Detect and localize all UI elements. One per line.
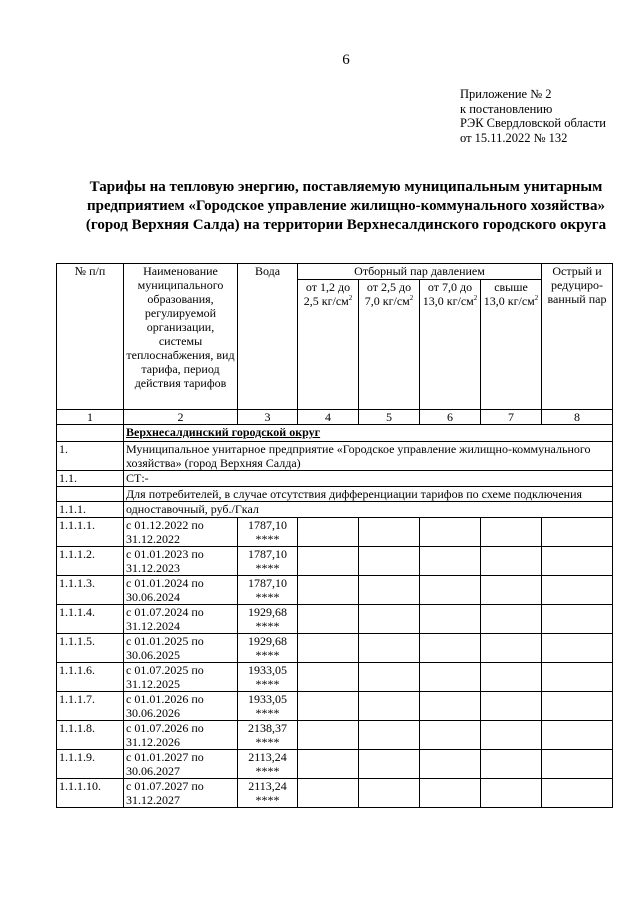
- row-period: с 01.01.2027 по 30.06.2027: [124, 750, 238, 779]
- appendix-line: Приложение № 2: [460, 87, 552, 101]
- title-line: предприятием «Городское управление жилищно-коммунального хозяйства»: [86, 198, 606, 214]
- header-sharp-steam: Острый и редуциро-ванный пар: [542, 264, 613, 410]
- row-period: с 01.07.2026 по 31.12.2026: [124, 721, 238, 750]
- header-name: Наименование муниципального образования, регулируемой организации, системы теплоснабжения, вид тарифа, период действия тарифов: [124, 264, 238, 410]
- table-row: [57, 750, 613, 779]
- header-steam-group: Отборный пар давлением: [298, 264, 542, 280]
- row-water-value: 2138,37 ****: [238, 721, 298, 750]
- appendix-line: от 15.11.2022 № 132: [460, 130, 568, 145]
- row-water-value: 1787,10 ****: [238, 576, 298, 605]
- row-water-value: 1787,10 ****: [238, 547, 298, 576]
- row-period: с 01.01.2023 по 31.12.2023: [124, 547, 238, 576]
- table-row: [57, 721, 613, 750]
- col-number: 1: [57, 410, 124, 425]
- table-row: [57, 634, 613, 663]
- header-pressure-2: от 2,5 до 7,0 $кг/см^2$: [359, 280, 420, 410]
- row-water-value: 2113,24 ****: [238, 750, 298, 779]
- row-period: с 01.01.2025 по 30.06.2025: [124, 634, 238, 663]
- row-water-value: 1787,10 ****: [238, 518, 298, 547]
- row-water-value: 2113,24 ****: [238, 779, 298, 808]
- row-period: с 01.07.2024 по 31.12.2024: [124, 605, 238, 634]
- col-number: 8: [542, 410, 613, 425]
- header-pressure-1: от 1,2 до 2,5 $кг/см^2$: [298, 280, 359, 410]
- rate-name: одноставочный, руб./Гкал: [124, 502, 613, 518]
- row-num: 1.1.1.9.: [57, 750, 124, 779]
- district-name: Верхнесалдинский городской округ: [124, 425, 613, 442]
- col-number: 6: [420, 410, 481, 425]
- row-water-value: 1929,68 ****: [238, 634, 298, 663]
- system-num: 1.1.: [57, 471, 124, 487]
- table-row: [57, 576, 613, 605]
- row-num: 1.1.1.8.: [57, 721, 124, 750]
- col-number: 4: [298, 410, 359, 425]
- document-title: [60, 178, 632, 235]
- col-number: 2: [124, 410, 238, 425]
- org-num: 1.: [57, 442, 124, 471]
- row-water-value: 1933,05 ****: [238, 692, 298, 721]
- table-row: [57, 779, 613, 808]
- appendix-line: к постановлению: [460, 101, 553, 116]
- row-num: 1.1.1.6.: [57, 663, 124, 692]
- table-row: [57, 547, 613, 576]
- header-num: № п/п: [57, 264, 124, 410]
- row-num: 1.1.1.3.: [57, 576, 124, 605]
- rate-num: 1.1.1.: [57, 502, 124, 518]
- title-line: Тарифы на тепловую энергию, поставляемую муниципальным унитарным: [89, 179, 603, 195]
- row-period: с 01.07.2025 по 31.12.2025: [124, 663, 238, 692]
- header-pressure-3: от 7,0 до 13,0 $кг/см^2$: [420, 280, 481, 410]
- row-period: с 01.01.2026 по 30.06.2026: [124, 692, 238, 721]
- row-water-value: 1929,68 ****: [238, 605, 298, 634]
- appendix-block: [460, 87, 606, 145]
- tariff-table: [56, 263, 613, 808]
- row-period: с 01.12.2022 по 31.12.2022: [124, 518, 238, 547]
- system-name: СТ:-: [124, 471, 613, 487]
- org-name: Муниципальное унитарное предприятие «Городское управление жилищно-коммунального хозяйства» (город Верхняя Салда): [124, 442, 613, 471]
- page-number: 6: [342, 52, 350, 68]
- header-water: Вода: [238, 264, 298, 410]
- row-num: 1.1.1.1.: [57, 518, 124, 547]
- col-number: 7: [481, 410, 542, 425]
- row-num: 1.1.1.4.: [57, 605, 124, 634]
- title-line: (город Верхняя Салда) на территории Верхнесалдинского городского округа: [85, 217, 607, 233]
- row-period: с 01.07.2027 по 31.12.2027: [124, 779, 238, 808]
- table-row: [57, 605, 613, 634]
- table-row: [57, 692, 613, 721]
- row-period: с 01.01.2024 по 30.06.2024: [124, 576, 238, 605]
- row-num: 1.1.1.2.: [57, 547, 124, 576]
- column-numbers-row: [57, 410, 613, 425]
- row-num: 1.1.1.5.: [57, 634, 124, 663]
- row-num: 1.1.1.10.: [57, 779, 124, 808]
- header-pressure-4: свыше 13,0 $кг/см^2$: [481, 280, 542, 410]
- col-number: 5: [359, 410, 420, 425]
- table-row: [57, 518, 613, 547]
- row-water-value: 1933,05 ****: [238, 663, 298, 692]
- consumers-note: Для потребителей, в случае отсутствия дифференциации тарифов по схеме подключения: [124, 487, 613, 502]
- row-num: 1.1.1.7.: [57, 692, 124, 721]
- appendix-line: РЭК Свердловской области: [460, 116, 606, 130]
- table-row: [57, 663, 613, 692]
- col-number: 3: [238, 410, 298, 425]
